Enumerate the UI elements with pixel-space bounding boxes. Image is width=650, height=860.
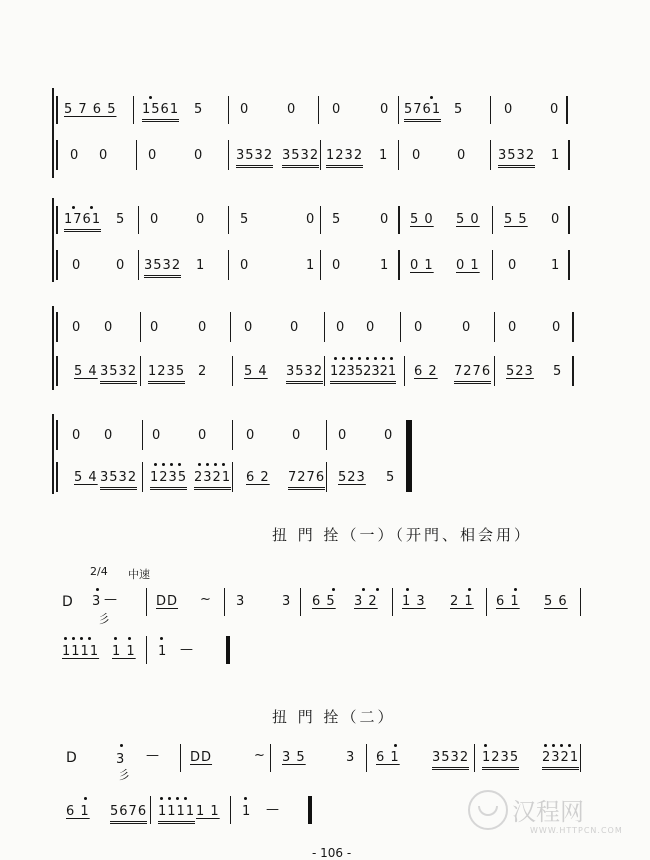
- note: 0: [290, 320, 300, 335]
- note-group: 1235: [150, 470, 187, 490]
- note: 5: [240, 212, 250, 227]
- note-group: 6 2: [414, 364, 438, 379]
- barline: [300, 588, 301, 616]
- note-group: 5 5: [504, 212, 528, 227]
- note: 1: [306, 258, 316, 273]
- octave-dot: [374, 357, 377, 360]
- note-group: 1111: [62, 644, 100, 659]
- staff-row-lower: [0, 140, 650, 170]
- octave-dot: [552, 744, 555, 747]
- octave-dot: [198, 463, 201, 466]
- watermark-url: WWW.HTTPCN.COM: [530, 826, 623, 835]
- octave-dot: [170, 463, 173, 466]
- barline: [400, 312, 401, 342]
- barline: [320, 250, 321, 280]
- note: 0: [244, 320, 254, 335]
- note: 0: [72, 320, 82, 335]
- barline: [180, 744, 181, 772]
- barline: [136, 140, 137, 170]
- staff-row-upper: [0, 96, 650, 126]
- barline: [224, 588, 225, 616]
- octave-dot: [544, 744, 547, 747]
- note: 0: [99, 148, 109, 163]
- note: 0: [104, 320, 114, 335]
- barline: [56, 206, 58, 234]
- note: 0: [508, 258, 518, 273]
- barline: [494, 312, 495, 342]
- barline: [568, 250, 570, 280]
- note: 0: [338, 428, 348, 443]
- barline: [56, 250, 58, 280]
- note-group: 5676: [110, 804, 147, 824]
- barline: [318, 96, 319, 124]
- final-barline: [308, 796, 312, 824]
- barline: [228, 250, 229, 280]
- barline: [232, 356, 233, 386]
- note: 0: [287, 102, 297, 117]
- barline: [56, 96, 58, 124]
- barline: [320, 206, 321, 234]
- dash: —: [266, 802, 280, 817]
- ornament-mark: 彡: [118, 768, 131, 782]
- watermark-logo-icon: [468, 790, 508, 830]
- barline: [366, 744, 367, 772]
- note-group: DD: [156, 594, 179, 609]
- note-group: 2321: [542, 750, 579, 770]
- octave-dot: [154, 463, 157, 466]
- barline: [490, 96, 491, 124]
- barline: [230, 312, 231, 342]
- barline: [392, 588, 393, 616]
- barline: [492, 206, 493, 234]
- note: 0: [150, 320, 160, 335]
- barline: [566, 96, 568, 124]
- note-group: 1232: [326, 148, 363, 168]
- barline: [398, 250, 400, 280]
- barline: [580, 744, 581, 772]
- note-group: 1 1: [196, 804, 220, 819]
- octave-dot: [484, 744, 487, 747]
- octave-dot: [382, 357, 385, 360]
- octave-dot: [178, 463, 181, 466]
- note-group: DD: [190, 750, 213, 765]
- note: 0: [412, 148, 422, 163]
- barline: [404, 356, 405, 386]
- note-group: 1235: [148, 364, 185, 384]
- octave-dot: [390, 357, 393, 360]
- barline: [326, 420, 327, 450]
- barline: [324, 356, 325, 386]
- tempo-marking: 中速: [128, 568, 150, 581]
- note: 0: [366, 320, 376, 335]
- note: 0: [504, 102, 514, 117]
- note-group: 1761: [64, 212, 101, 232]
- note: 0: [194, 148, 204, 163]
- note: 0: [550, 102, 560, 117]
- barline: [232, 420, 233, 450]
- note: 3: [346, 750, 356, 765]
- octave-dot: [222, 463, 225, 466]
- dash: —: [180, 642, 194, 657]
- note-group: 3 5: [282, 750, 306, 765]
- dash: —: [146, 748, 160, 763]
- note: 1: [379, 148, 389, 163]
- note: 3: [116, 752, 126, 767]
- barline: [326, 462, 327, 492]
- note: 0: [196, 212, 206, 227]
- octave-dot: [430, 96, 433, 99]
- octave-dot: [114, 637, 117, 640]
- note: 0: [70, 148, 80, 163]
- octave-dot: [514, 588, 517, 591]
- staff-row-lower: [0, 250, 650, 280]
- note-group: 7276: [288, 470, 325, 490]
- barline: [228, 96, 229, 124]
- note-group: 12352321: [330, 364, 396, 384]
- note: 5: [454, 102, 464, 117]
- note: 3: [282, 594, 292, 609]
- note-group: 2321: [194, 470, 231, 490]
- octave-dot: [96, 588, 99, 591]
- octave-dot: [88, 637, 91, 640]
- barline: [580, 588, 581, 616]
- note-group: 6 1: [496, 594, 520, 609]
- staff-row-upper: [0, 312, 650, 342]
- note-group: 3532: [236, 148, 273, 168]
- time-signature: 2/4: [90, 565, 108, 578]
- note-group: 0 1: [456, 258, 480, 273]
- barline: [56, 462, 58, 492]
- note-group: 1561: [142, 102, 179, 122]
- note: 0: [72, 428, 82, 443]
- note: 0: [240, 102, 250, 117]
- octave-dot: [394, 744, 397, 747]
- note-group: 5 4: [244, 364, 268, 379]
- octave-dot: [64, 637, 67, 640]
- note-group: 1 1: [112, 644, 136, 659]
- octave-dot: [468, 588, 471, 591]
- note-group: 3532: [144, 258, 181, 278]
- octave-dot: [168, 797, 171, 800]
- note: 0: [116, 258, 126, 273]
- note-group: 0 1: [410, 258, 434, 273]
- note-group: 6 5: [312, 594, 336, 609]
- barline: [142, 420, 143, 450]
- barline: [140, 312, 141, 342]
- note-group: 3532: [286, 364, 323, 384]
- barline: [142, 462, 143, 492]
- octave-dot: [560, 744, 563, 747]
- note: 1: [158, 644, 168, 659]
- octave-dot: [332, 588, 335, 591]
- staff-row-lower: [0, 356, 650, 386]
- octave-dot: [366, 357, 369, 360]
- dash: —: [104, 592, 118, 607]
- note: 0: [104, 428, 114, 443]
- key-signature: D: [62, 594, 73, 610]
- barline: [150, 796, 151, 824]
- note: 1: [551, 148, 561, 163]
- note-group: 523: [338, 470, 366, 485]
- note: 5: [194, 102, 204, 117]
- barline: [492, 250, 493, 280]
- note-group: 5 6: [544, 594, 568, 609]
- note-group: 5 0: [410, 212, 434, 227]
- octave-dot: [206, 463, 209, 466]
- barline: [572, 356, 574, 386]
- note: 5: [386, 470, 396, 485]
- barline: [494, 356, 495, 386]
- note: 0: [148, 148, 158, 163]
- note: 0: [457, 148, 467, 163]
- barline: [232, 462, 233, 492]
- piece1-line-1: [0, 588, 650, 626]
- tilde: ~: [254, 748, 266, 763]
- note: 0: [508, 320, 518, 335]
- note: 0: [306, 212, 316, 227]
- note-group: 6 2: [246, 470, 270, 485]
- note-group: 5 7 6 5: [64, 102, 117, 117]
- note: 0: [72, 258, 82, 273]
- octave-dot: [72, 637, 75, 640]
- note: 0: [414, 320, 424, 335]
- note-group: 3532: [100, 364, 137, 384]
- note: 0: [380, 212, 390, 227]
- note-group: 1235: [482, 750, 519, 770]
- note-group: 7276: [454, 364, 491, 384]
- note-group: 5 4: [74, 364, 98, 379]
- note: 0: [332, 258, 342, 273]
- barline: [230, 796, 231, 824]
- barline: [486, 588, 487, 616]
- barline: [568, 206, 570, 234]
- note: 0: [462, 320, 472, 335]
- final-barline: [226, 636, 230, 664]
- octave-dot: [84, 797, 87, 800]
- octave-dot: [90, 206, 93, 209]
- octave-dot: [350, 357, 353, 360]
- tilde: ~: [200, 592, 212, 607]
- octave-dot: [128, 637, 131, 640]
- barline: [146, 636, 147, 664]
- octave-dot: [362, 588, 365, 591]
- barline: [133, 96, 134, 124]
- note-group: 3532: [432, 750, 469, 770]
- note-group: 3532: [498, 148, 535, 168]
- watermark-brand: 汉程网: [512, 798, 584, 826]
- note: 0: [198, 428, 208, 443]
- barline: [56, 140, 58, 170]
- note-group: 2 1: [450, 594, 474, 609]
- barline: [56, 312, 58, 342]
- octave-dot: [358, 357, 361, 360]
- piece2-line-1: [0, 744, 650, 782]
- octave-dot: [568, 744, 571, 747]
- note-group: 3532: [100, 470, 137, 490]
- octave-dot: [162, 463, 165, 466]
- ornament-mark: 彡: [98, 612, 111, 626]
- octave-dot: [120, 744, 123, 747]
- note: 1: [196, 258, 206, 273]
- barline: [140, 356, 141, 386]
- octave-dot: [149, 96, 152, 99]
- barline: [320, 140, 321, 170]
- barline: [228, 140, 229, 170]
- barline: [138, 250, 139, 280]
- note: 0: [384, 428, 394, 443]
- key-signature: D: [66, 750, 77, 766]
- note: 5: [553, 364, 563, 379]
- octave-dot: [72, 206, 75, 209]
- barline: [398, 140, 399, 170]
- note: 3: [236, 594, 246, 609]
- octave-dot: [334, 357, 337, 360]
- note: 0: [240, 258, 250, 273]
- octave-dot: [342, 357, 345, 360]
- octave-dot: [184, 797, 187, 800]
- page-number: - 106 -: [312, 846, 352, 860]
- note: 0: [552, 320, 562, 335]
- octave-dot: [406, 588, 409, 591]
- barline: [324, 312, 325, 342]
- note-group: 3532: [282, 148, 319, 168]
- barline: [56, 420, 58, 450]
- piece-title-1: 扭 門 拴（一）（开門、相会用）: [272, 526, 533, 544]
- note: 0: [152, 428, 162, 443]
- octave-dot: [376, 588, 379, 591]
- octave-dot: [244, 797, 247, 800]
- note-group: 1 3: [402, 594, 426, 609]
- barline: [138, 206, 139, 234]
- note: 5: [332, 212, 342, 227]
- barline: [146, 588, 147, 616]
- barline: [56, 356, 58, 386]
- octave-dot: [176, 797, 179, 800]
- note: 0: [551, 212, 561, 227]
- note-group: 5761: [404, 102, 441, 122]
- note-group: 3 2: [354, 594, 378, 609]
- note: 5: [116, 212, 126, 227]
- octave-dot: [160, 637, 163, 640]
- note: 1: [380, 258, 390, 273]
- octave-dot: [160, 797, 163, 800]
- note-group: 5 4: [74, 470, 98, 485]
- barline: [398, 206, 400, 234]
- octave-dot: [214, 463, 217, 466]
- note: 1: [551, 258, 561, 273]
- note: 0: [292, 428, 302, 443]
- barline: [398, 96, 399, 124]
- staff-row-lower: [0, 462, 650, 492]
- barline: [270, 744, 271, 772]
- note: 2: [198, 364, 208, 379]
- note: 0: [246, 428, 256, 443]
- octave-dot: [80, 637, 83, 640]
- note: 0: [380, 102, 390, 117]
- note: 0: [332, 102, 342, 117]
- note-group: 5 0: [456, 212, 480, 227]
- note: 0: [150, 212, 160, 227]
- staff-row-upper: [0, 206, 650, 236]
- barline: [490, 140, 491, 170]
- note: 3: [92, 594, 102, 609]
- barline: [474, 744, 475, 772]
- piece1-line-2: [0, 636, 650, 666]
- staff-row-upper: [0, 420, 650, 450]
- barline: [572, 312, 574, 342]
- note-group: 523: [506, 364, 534, 379]
- barline: [568, 140, 570, 170]
- barline: [228, 206, 229, 234]
- note: 0: [198, 320, 208, 335]
- note: 0: [336, 320, 346, 335]
- note: 1: [242, 804, 252, 819]
- note-group: 1111: [158, 804, 195, 824]
- piece-title-2: 扭 門 拴（二）: [272, 708, 396, 726]
- note-group: 6 1: [376, 750, 400, 765]
- note-group: 6 1: [66, 804, 90, 819]
